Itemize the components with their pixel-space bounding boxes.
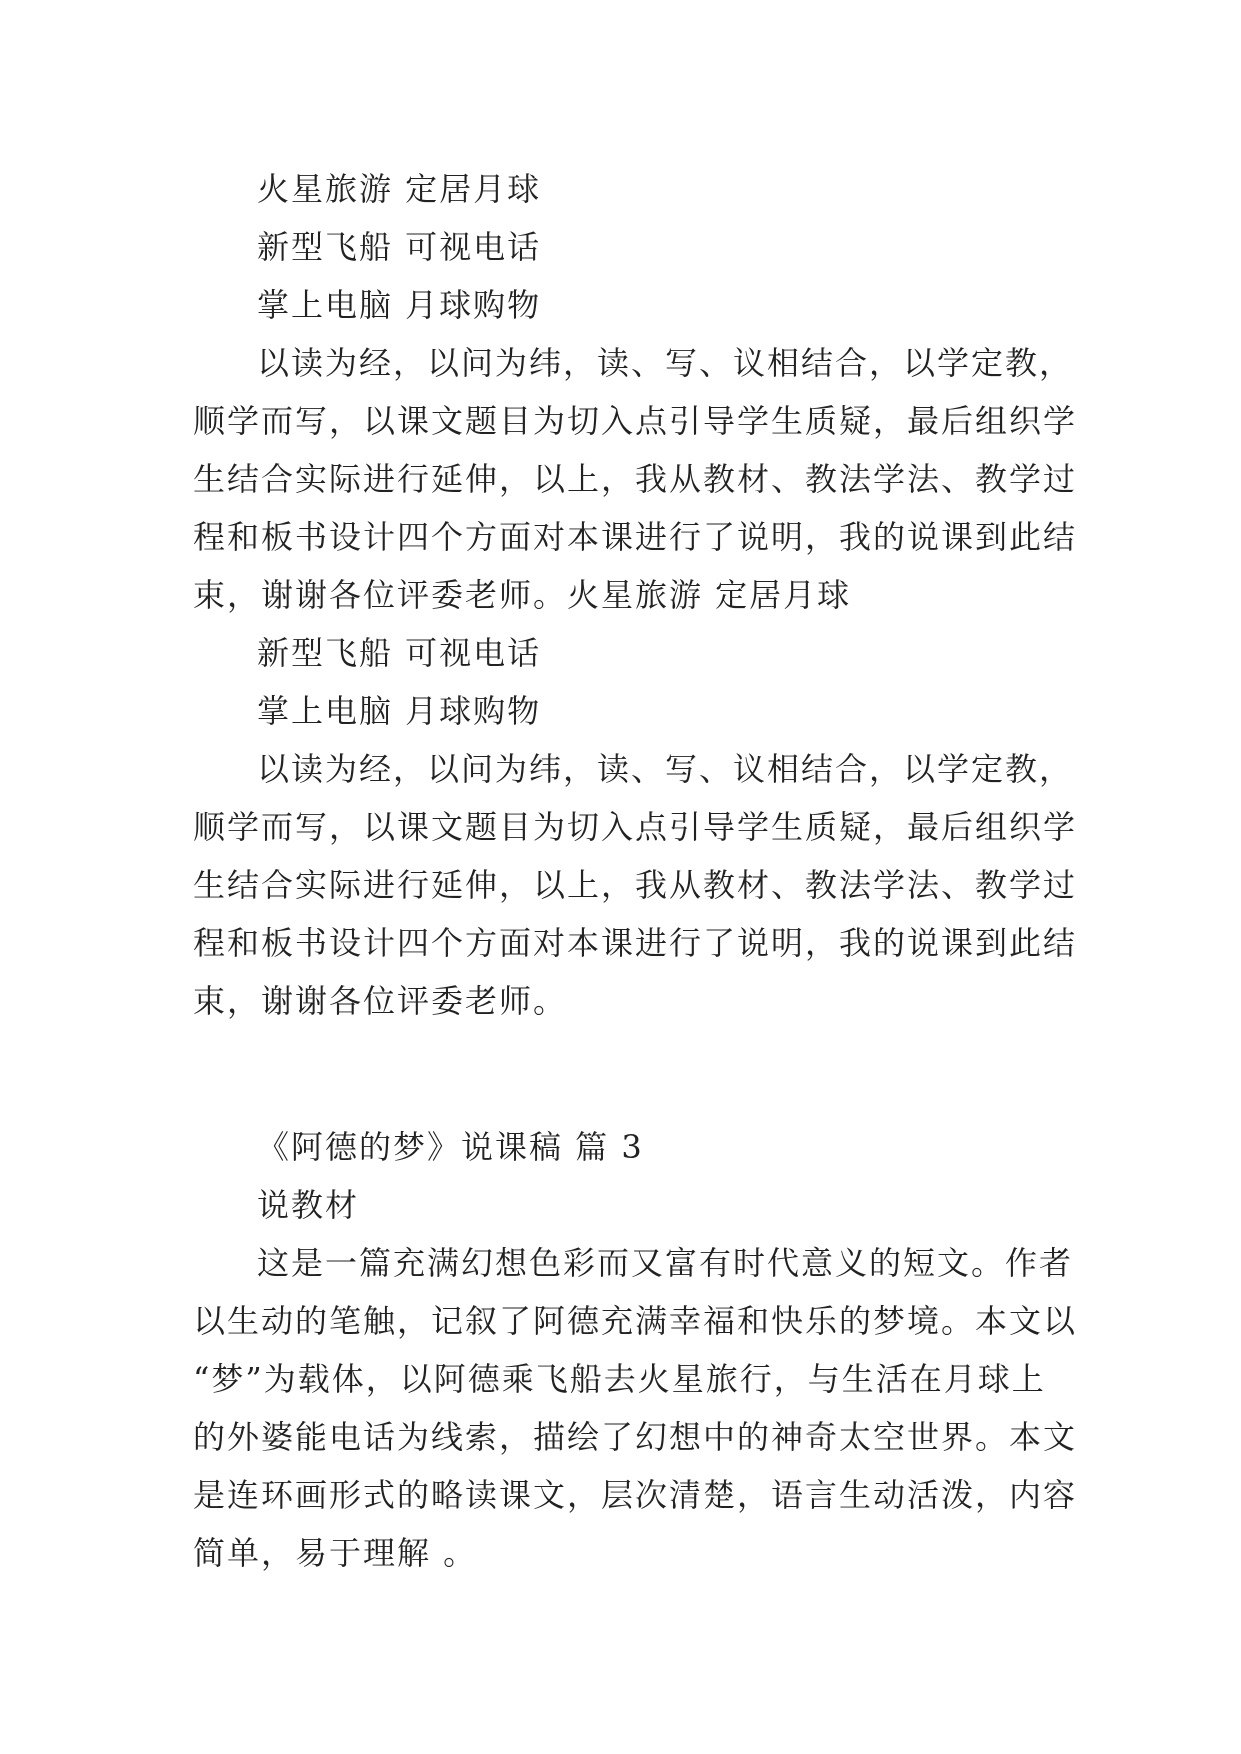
text-line: 顺学而写，以课文题目为切入点引导学生质疑，最后组织学 bbox=[193, 808, 1078, 846]
text-line: 以生动的笔触，记叙了阿德充满幸福和快乐的梦境。本文以 bbox=[193, 1302, 1078, 1340]
text-line: 掌上电脑 月球购物 bbox=[257, 692, 542, 730]
text-line: 的外婆能电话为线索，描绘了幻想中的神奇太空世界。本文 bbox=[193, 1418, 1078, 1456]
text-line: 以读为经，以问为纬，读、写、议相结合，以学定教， bbox=[257, 344, 1074, 382]
text-line: 新型飞船 可视电话 bbox=[257, 228, 542, 266]
text-line: 顺学而写，以课文题目为切入点引导学生质疑，最后组织学 bbox=[193, 402, 1078, 440]
text-line: 简单，易于理解 。 bbox=[193, 1534, 478, 1572]
text-line: 程和板书设计四个方面对本课进行了说明，我的说课到此结 bbox=[193, 924, 1078, 962]
text-line: 以读为经，以问为纬，读、写、议相结合，以学定教， bbox=[257, 750, 1074, 788]
text-line: 这是一篇充满幻想色彩而又富有时代意义的短文。作者 bbox=[257, 1244, 1074, 1282]
text-line: 生结合实际进行延伸，以上，我从教材、教法学法、教学过 bbox=[193, 460, 1078, 498]
section-spacer bbox=[193, 1030, 1063, 1118]
document-body bbox=[193, 160, 1078, 1582]
text-line: 掌上电脑 月球购物 bbox=[257, 286, 542, 324]
text-line: 束，谢谢各位评委老师。 bbox=[193, 982, 568, 1020]
text-line: “梦”为载体，以阿德乘飞船去火星旅行，与生活在月球上 bbox=[193, 1360, 1046, 1398]
text-line: 火星旅游 定居月球 bbox=[257, 170, 542, 208]
section-title: 《阿德的梦》说课稿 篇 3 bbox=[257, 1128, 644, 1166]
text-line: 束，谢谢各位评委老师。火星旅游 定居月球 bbox=[193, 576, 852, 614]
text-line: 程和板书设计四个方面对本课进行了说明，我的说课到此结 bbox=[193, 518, 1078, 556]
text-line: 生结合实际进行延伸，以上，我从教材、教法学法、教学过 bbox=[193, 866, 1078, 904]
subheading: 说教材 bbox=[257, 1186, 360, 1224]
text-line: 是连环画形式的略读课文，层次清楚，语言生动活泼，内容 bbox=[193, 1476, 1078, 1514]
text-line: 新型飞船 可视电话 bbox=[257, 634, 542, 672]
